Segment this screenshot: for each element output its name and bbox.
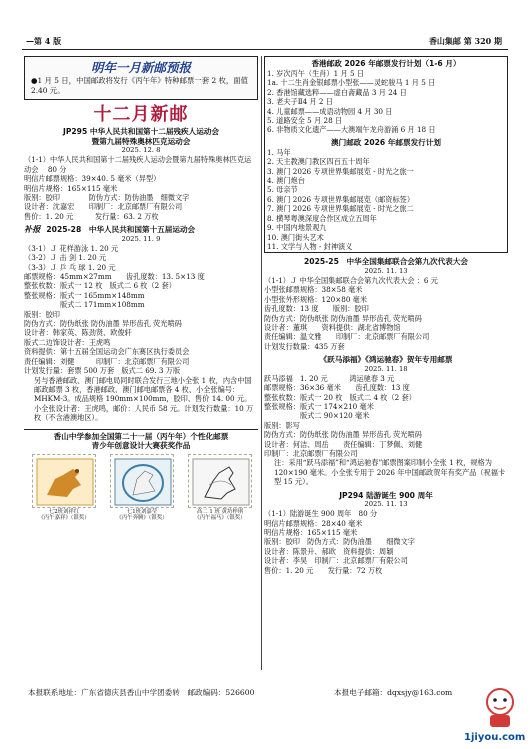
left-column: [24, 56, 258, 656]
jp294-date: 2025. 11. 13: [364, 500, 408, 509]
youth-award-title-2: 青少年创意设计大赛获奖作品: [91, 441, 191, 451]
jp294-title: JP294 陆游诞生 900 周年: [339, 490, 433, 500]
award-caption-2: 七1班刘嘉莹 《丙午奔腾》（银奖）: [116, 508, 168, 521]
footer-email: 本报电子邮箱：dqxsjy@163.com: [334, 688, 453, 697]
horse-stamp-image-2: [110, 454, 174, 508]
award-caption-1: 七2班刘祥红 《丙午嘉祥》（银奖）: [38, 508, 90, 521]
macau-plan-item: 8. 横琴粤澳深度合作区成立五周年: [267, 213, 377, 223]
notice-title: 明年一月新邮预报: [90, 60, 191, 75]
hk-plan-item: 4. 儿童邮票——成语动物园 4 月 30 日: [267, 106, 393, 116]
header-rule: [22, 49, 508, 50]
footer-address: 本报联系地址：广东省德庆县香山中学团委转 邮政编码：526600: [28, 688, 255, 697]
hk-plan-item: 1. 岁次丙午（生肖）1 月 5 日: [267, 69, 365, 78]
bubao-stamp: （3-1）Ｊ 花样游泳 1. 20 元: [24, 243, 119, 253]
macau-plan-item: 6. 澳门 2026 专项世界集邮展览（邮资标签）: [267, 194, 415, 204]
jp295-date: 2025. 12. 8: [121, 146, 161, 155]
macau-plan-item: 5. 母亲节: [267, 185, 298, 195]
bubao-date: 2025. 11. 9: [121, 234, 161, 243]
page-header-right: 香山集邮 第 320 期: [428, 36, 502, 46]
column-divider: [261, 56, 262, 670]
stamp-2025-25-line: （1-1）Ｊ 中华全国集邮联合会第九次代表大会 ：6 元: [264, 275, 438, 285]
award-stamps-row: [24, 454, 258, 520]
bubao-line: 设计者：韩家英、陈劲贤、欧俊轩: [24, 328, 132, 338]
macau-plan-item: 3. 澳门 2026 专项世界集邮展览 - 时光之旅一: [267, 166, 414, 176]
stamp-2025-25-title: 2025-25 中华全国集邮联合会第九次代表大会: [304, 257, 468, 267]
greeting-stamp-section: [264, 355, 508, 486]
stamp-2025-25-line: 防伪方式：防伪纸张 防伪油墨 异形齿孔 荧光喷码: [264, 313, 422, 323]
hk-plan-item: 6. 非物质文化遗产——大澳端午龙舟游涌 6 月 18 日: [267, 125, 436, 135]
hk-plan-item: 3. 老夫子Ⅱ4 月 2 日: [267, 97, 333, 107]
bubao-label: 补报: [24, 224, 41, 235]
macau-plan-item: 9. 中国内地景观九: [267, 223, 327, 233]
macau-plan-title: 澳门邮政 2026 年邮票发行计划: [331, 137, 441, 147]
bubao-line: 邮票规格：45mm×27mm 齿孔度数：13. 5×13 度: [24, 272, 205, 282]
page-header-left: —第 4 版: [26, 36, 62, 46]
watermark-text: 1jiyou.com: [464, 732, 526, 743]
jp295-heading-1: JP295 中华人民共和国第十二届残疾人运动会: [63, 127, 219, 137]
hk-plan-title: 香港邮政 2026 年邮票发行计划（1-6 月）: [311, 59, 461, 68]
horse-stamp-image-1: [32, 454, 96, 508]
bubao-line: 版别：胶印: [24, 309, 60, 319]
jp294-line: 明信片规格：165×115 毫米: [264, 528, 358, 538]
bubao-stamp: （3-2）Ｊ 击 剑 1. 20 元: [24, 253, 107, 263]
bubao-line: 计划发行量：套票 500 万套 版式二 69. 3 万版: [24, 366, 181, 376]
bubao-line: 版式二 171mm×108mm: [24, 300, 145, 310]
greeting-stamp-line: 设计者：何洁、周岳 责任编辑：丁梦佩、刘健: [264, 439, 423, 449]
stamp-2025-25-line: 齿孔度数：13 度 版别：胶印: [264, 304, 369, 314]
award-caption-3: 高二 1 班 黄坊梓琪 《丙午福马》（银奖）: [194, 508, 246, 521]
greeting-stamp-line: 跃马添福 1. 20 元 鸿运驰春 3 元: [264, 373, 395, 383]
greeting-stamp-title: 《跃马添福》《鸿运驰春》贺年专用邮票: [319, 355, 453, 365]
macau-plan-item: 11. 文学与人物 - 封神演义: [267, 241, 353, 251]
jp295-section: [24, 127, 258, 221]
stamp-2025-25-line: 责任编辑：温文雅 印制厂：北京邮票厂有限公司: [264, 332, 430, 342]
bubao-joint-issue-note: 另与香港邮政、澳门邮电局同时联合发行三地小全张 1 枚，内含中国邮政邮票 3 枚，香港邮政、澳门邮电邮票各 4 枚、小全张编号：MHKM-3。成品规格 190mm×100mm，胶印、售价 14. 00 元。小全张设计者：王虎鸣，邮价：人民币 58 元。计划发行数量：10 万枚（不含港澳地区）。: [34, 375, 254, 423]
stamp-2025-25-line: 小型张外形规格：120×80 毫米: [264, 294, 368, 304]
jp294-line: 版别：胶印 防伪方式：防伪油墨 细微文字: [264, 537, 415, 547]
jp295-line: 明信片规格：165×115 毫米: [24, 183, 118, 193]
right-column: [264, 56, 508, 676]
stamp-2025-25-section: [264, 257, 508, 351]
greeting-stamp-line: 邮票规格：36×36 毫米 齿孔度数：13 度: [264, 383, 410, 393]
hk-plan-item: 1a. 十二生肖金银邮票小型张——灵蛇骏马 1 月 5 日: [267, 78, 436, 88]
greeting-stamp-line: 整张枚数：版式一 20 枚 版式二 4 枚（2 套）: [264, 392, 416, 402]
jp294-section: [264, 491, 508, 575]
watermark-mascot-icon: [480, 684, 520, 732]
macau-plan-item: 1. 马年: [267, 147, 291, 157]
december-new-stamps-title: 十二月新邮: [93, 104, 189, 126]
greeting-stamp-line: 版式二 90×120 毫米: [264, 411, 370, 421]
greeting-stamp-date: 2025. 11. 18: [364, 364, 408, 373]
greeting-stamp-line: 印制厂：北京邮票厂有限公司: [264, 449, 358, 458]
bubao-line: 整张枚数：版式一 12 枚 版式二 6 枚（2 套）: [24, 281, 176, 291]
macau-plan-item: 2. 天主教澳门教区四百五十周年: [267, 157, 370, 167]
jp294-line: 明信片邮票规格：28×40 毫米: [264, 518, 363, 528]
new-stamp-notice-box: [24, 56, 258, 100]
jp294-line: 设计者：李昊 印制厂：北京邮票厂有限公司: [264, 556, 408, 566]
bubao-line: 整张规格：版式一 165mm×148mm: [24, 290, 145, 300]
macau-plan-item: 10. 澳门街头艺术: [267, 232, 324, 242]
greeting-stamp-line: 版别：影写: [264, 420, 300, 430]
notice-body: ●1 月 5 日，中国邮政将发行《丙午年》特种邮票一套 2 枚，面值 2.40 元。: [31, 76, 249, 95]
hk-and-macau-plan-box: [264, 56, 508, 253]
bubao-section: [24, 225, 258, 422]
bubao-line: 责任编辑：刘健 印制厂：北京邮票厂有限公司: [24, 356, 190, 366]
bubao-line: 防伪方式：防伪纸张 防伪油墨 异形齿孔 荧光喷码: [24, 319, 182, 329]
macau-plan-item: 7. 澳门 2026 专项世界集邮展览 - 时光之旅二: [267, 204, 414, 214]
stamp-2025-25-line: 设计者：董琪 资料提供：湖北省博物馆: [264, 322, 401, 332]
jp295-line: 版别：胶印 防伪方式：防伪油墨 细微文字: [24, 193, 190, 202]
hk-plan-item: 5. 道路安全 5 月 28 日: [267, 116, 343, 126]
hk-plan-item: 2. 香港馆藏选粹——虚白斋藏品 3 月 24 日: [267, 87, 407, 97]
jp294-line: 售价：1. 20 元 发行量：72 万枚: [264, 565, 383, 575]
macau-plan-item: 4. 澳门炮台: [267, 176, 305, 186]
jp295-line: 售价：1. 20 元 发行量：63. 2 万枚: [24, 211, 159, 221]
bubao-title: 2025-28 中华人民共和国第十五届运动会: [46, 225, 196, 235]
jp295-heading-2: 暨第九届特殊奥林匹克运动会: [91, 136, 191, 146]
jp294-line: （1-1）陆游诞生 900 周年 80 分: [264, 509, 378, 519]
bubao-stamp: （3-3）Ｊ 乒 乓 球 1. 20 元: [24, 262, 116, 272]
horse-stamp-image-3: [188, 454, 252, 508]
stamp-2025-25-line: 小型张邮票规格：38×58 毫米: [264, 285, 363, 295]
jp295-line: 设计者：沈嘉宏 印制厂：北京邮票厂有限公司: [24, 202, 183, 212]
section-rule: [24, 429, 258, 430]
jp295-line: （1-1）中华人民共和国第十二届残疾人运动会暨第九届特殊奥林匹克运动会 80 分: [24, 155, 252, 174]
youth-award-title-1: 香山中学参加全国第二十一届（丙午年）个性化邮票: [53, 431, 229, 441]
bubao-heading: [24, 225, 258, 235]
jp294-line: 设计者：陈景升、郝欧 资料提供：周颖: [264, 546, 394, 556]
greeting-stamp-line: 整张规格：版式一 174×210 毫米: [264, 401, 374, 411]
stamp-2025-25-date: 2025. 11. 13: [364, 266, 408, 275]
bubao-line: 资料提供：第十五届全国运动会广东赛区执行委员会: [24, 347, 190, 357]
greeting-stamp-note: 注：采用“跃马添福”和“鸿运驰春”邮票图案印制小全张 1 枚，规格为 120×190 毫米。小全张专用于 2026 年中国邮政贺年有奖产品（祝福卡型 15 元）。: [274, 458, 506, 487]
stamp-2025-25-line: 计划发行数量：435 万套: [264, 341, 345, 351]
jp295-line: 明信片邮票规格：39×40. 5 毫米（异型）: [24, 174, 161, 184]
youth-award-section: [24, 432, 258, 520]
bubao-line: 版式二边饰设计者：王虎鸣: [24, 337, 111, 347]
greeting-stamp-line: 防伪方式：防伪纸张 防伪油墨 异形齿孔 荧光喷码: [264, 430, 422, 440]
